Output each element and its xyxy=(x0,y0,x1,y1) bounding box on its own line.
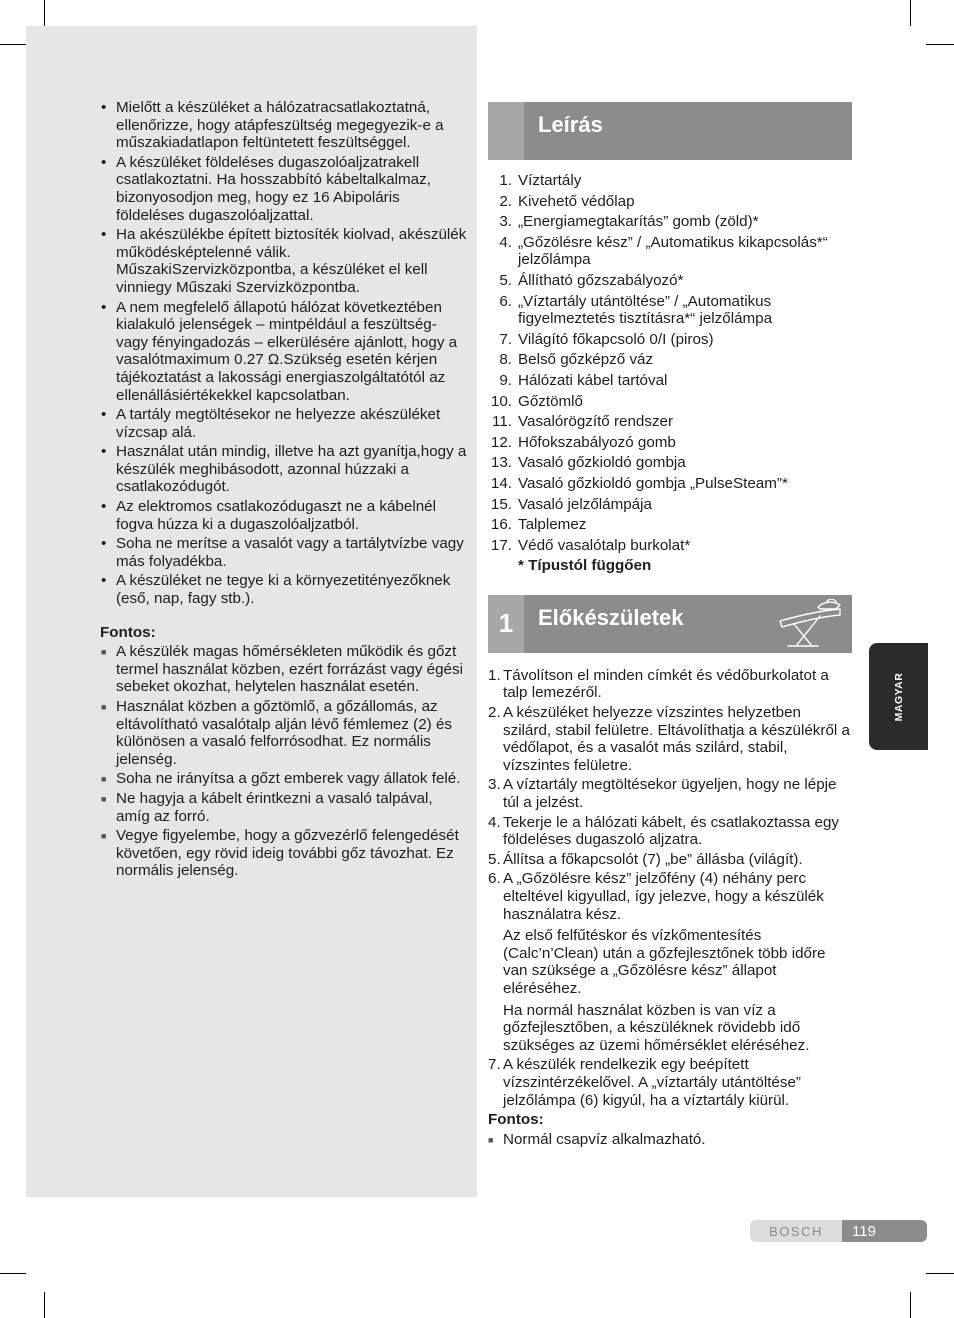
step-number: 5. xyxy=(488,850,501,868)
square-bullet-icon: ■ xyxy=(488,1134,494,1145)
part-label: Védő vasalótalp burkolat* xyxy=(518,536,691,554)
list-item-text: Normál csapvíz alkalmazható. xyxy=(503,1130,706,1148)
step-text: A készülék rendelkezik egy beépített vízszintérzékelővel. A „víztartály utántöltése” jelzőlámpa (6) kigyúl, ha a víztartály kiürül. xyxy=(503,1056,801,1109)
part-item xyxy=(488,351,852,369)
part-label: „Víztartály utántöltése” / „Automatikus figyelmeztetés tisztításra*“ jelzőlámpa xyxy=(518,292,773,328)
crop-mark xyxy=(44,1292,45,1318)
list-item-text: Ha akészülékbe épített biztosíték kiolvad, akészülék működésképtelenné válik. MűszakiSzervizközpontba, a készüléket el kell vinniegy Műszaki Szervizközpontba. xyxy=(116,226,467,296)
bullet-marker: • xyxy=(101,572,107,590)
list-item-text: Soha ne irányítsa a gőzt emberek vagy állatok felé. xyxy=(116,770,461,788)
list-item-text: Ne hagyja a kábelt érintkezni a vasaló talpával, amíg az forró. xyxy=(116,789,433,825)
part-item xyxy=(488,193,852,211)
part-number: 1. xyxy=(499,172,512,189)
part-label: „Energiamegtakarítás” gomb (zöld)* xyxy=(518,213,759,231)
part-number: 5. xyxy=(499,271,512,289)
list-item xyxy=(488,1131,852,1149)
part-label: „Gőzölésre kész” / „Automatikus kikapcsolás*“ jelzőlámpa xyxy=(518,233,828,269)
fontos-heading: Fontos: xyxy=(100,623,156,641)
bullet-marker: • xyxy=(101,298,107,316)
part-number: 6. xyxy=(499,292,512,310)
part-label: Vasaló gőzkioldó gombja „PulseSteam”* xyxy=(518,474,788,492)
part-item xyxy=(488,272,852,290)
right-column xyxy=(488,102,852,1148)
list-item xyxy=(100,498,468,533)
crop-mark xyxy=(910,1292,911,1318)
part-label: Belső gőzképző váz xyxy=(518,351,654,369)
crop-mark xyxy=(910,0,911,26)
part-label: Állítható gőzszabályozó* xyxy=(518,271,684,289)
list-item-text: Használat közben a gőztömlő, a gőzállomás, az eltávolítható vasalótalp alján lévő fémlemez (2) és különösen a vasaló felforrósodhat. Ez normális jelenség. xyxy=(116,698,452,768)
part-label: Gőztömlő xyxy=(518,392,583,410)
ironing-board-icon xyxy=(774,599,846,649)
elokeszuletek-title: Előkészületek xyxy=(538,604,684,630)
step-extra-paragraph: Ha normál használat közben is van víz a gőzfejlesztőben, a készüléknek rövidebb idő szükséges az üzemi hőmérséklet eléréséhez. xyxy=(503,1001,810,1054)
part-number: 8. xyxy=(499,351,512,369)
crop-mark xyxy=(0,44,26,45)
elokeszuletek-header xyxy=(488,595,852,653)
footer-brand: BOSCH xyxy=(750,1220,842,1242)
list-item-text: Soha ne merítse a vasalót vagy a tartálytvízbe vagy más folyadékba. xyxy=(116,535,464,570)
part-item xyxy=(488,372,852,390)
list-item xyxy=(100,770,468,788)
part-number: 2. xyxy=(499,192,512,210)
part-label: Vasaló gőzkioldó gombja xyxy=(518,454,686,472)
language-tab-label: MAGYAR xyxy=(892,672,905,721)
bullet-marker: • xyxy=(101,99,107,116)
list-item xyxy=(100,643,468,696)
part-number: 12. xyxy=(490,433,512,451)
step-number: 4. xyxy=(488,813,501,831)
step-text: A víztartály megtöltésekor ügyeljen, hogy ne lépje túl a jelzést. xyxy=(503,776,837,812)
part-label: Hőfokszabályozó gomb xyxy=(518,433,676,451)
step-text: Távolítson el minden címkét és védőburkolatot a talp lemezéről. xyxy=(503,666,829,702)
part-number: 4. xyxy=(499,233,512,251)
square-bullet-icon: ■ xyxy=(101,647,107,658)
crop-mark xyxy=(926,44,954,45)
part-number: 3. xyxy=(499,213,512,231)
list-item xyxy=(100,827,468,880)
step-item xyxy=(488,1056,852,1109)
bullet-marker: • xyxy=(101,153,107,171)
step-number: 6. xyxy=(488,870,501,888)
step-text: Tekerje le a hálózati kábelt, és csatlakoztassa egy földeléses dugaszoló aljzatra. xyxy=(503,813,839,849)
part-label: Hálózati kábel tartóval xyxy=(518,371,668,389)
list-item-text: A készüléket ne tegye ki a környezetitényezőknek (eső, nap, fagy stb.). xyxy=(116,572,451,608)
part-label: Világító főkapcsoló 0/I (piros) xyxy=(518,330,714,348)
leiras-title: Leírás xyxy=(538,112,603,137)
fontos-list xyxy=(100,643,468,880)
header-tab xyxy=(488,102,524,160)
step-extra-paragraph: Az első felfűtéskor és vízkőmentesítés (Calc’n’Clean) után a gőzfejlesztőnek több időre van szüksége a „Gőzölésre kész” állapot eléréséhez. xyxy=(503,927,826,997)
crop-mark xyxy=(0,1273,26,1274)
list-item xyxy=(100,406,468,441)
step-item xyxy=(488,776,852,811)
part-item xyxy=(488,496,852,514)
fontos2-heading: Fontos: xyxy=(488,1111,544,1129)
crop-mark xyxy=(926,1273,954,1274)
bullet-marker: • xyxy=(101,498,107,516)
list-item xyxy=(100,226,468,296)
list-item xyxy=(100,443,468,496)
square-bullet-icon: ■ xyxy=(101,831,107,842)
step-number: 7. xyxy=(488,1056,501,1074)
part-item xyxy=(488,434,852,452)
crop-mark xyxy=(44,0,45,26)
part-label: Vasaló jelzőlámpája xyxy=(518,495,652,513)
list-item-text: Az elektromos csatlakozódugaszt ne a kábelnél fogva húzza ki a dugaszolóaljzatból. xyxy=(116,498,436,533)
leiras-header xyxy=(488,102,852,160)
part-item xyxy=(488,475,852,493)
part-item xyxy=(488,413,852,431)
bullet-marker: • xyxy=(101,535,107,553)
preparation-steps xyxy=(488,667,852,1109)
part-item xyxy=(488,213,852,231)
part-item xyxy=(488,393,852,411)
list-item xyxy=(100,154,468,224)
square-bullet-icon: ■ xyxy=(101,793,107,804)
step-item xyxy=(488,667,852,702)
bullet-marker: • xyxy=(101,443,107,461)
part-number: 7. xyxy=(499,330,512,348)
part-label: Víztartály xyxy=(518,172,582,189)
list-item-text: A készüléket földeléses dugaszolóaljzatrakell csatlakoztatni. Ha hosszabbító kábeltalkalmaz, bizonyosodjon meg, hogy ez 16 Abipoláris földeléses dugaszolóaljzattal. xyxy=(116,153,431,224)
step-text: Állítsa a főkapcsolót (7) „be” állásba (világít). xyxy=(503,850,803,868)
bullet-marker: • xyxy=(101,406,107,424)
part-number: 14. xyxy=(490,474,512,492)
list-item xyxy=(100,572,468,607)
safety-bullet-list xyxy=(100,99,468,608)
step-text: A „Gőzölésre kész” jelzőfény (4) néhány perc elteltével kigyullad, így jelezve, hogy a készülék használatra kész. xyxy=(503,870,824,923)
part-number: 9. xyxy=(499,371,512,389)
step-number: 3. xyxy=(488,776,501,794)
part-item xyxy=(488,293,852,328)
part-number: 10. xyxy=(490,392,512,410)
part-item xyxy=(488,516,852,534)
step-item xyxy=(488,814,852,849)
part-number: 13. xyxy=(490,454,512,472)
part-item xyxy=(488,537,852,555)
list-item xyxy=(100,535,468,570)
part-number: 15. xyxy=(490,495,512,513)
list-item xyxy=(100,790,468,825)
part-number: 17. xyxy=(490,536,512,554)
list-item-text: Vegye figyelembe, hogy a gőzvezérlő felengedését követően, egy rövid ideig további gőz távozhat. Ez normális jelenség. xyxy=(116,827,459,880)
step-item xyxy=(488,704,852,774)
list-item-text: A nem megfelelő állapotú hálózat következtében kialakuló jelenségek – mintpéldául a feszültség- vagy fényingadozás – elkerülésére ajánlott, hogy a vasalótmaximum 0.27 Ω.Szükség esetén kérjen tájékoztatást a lakossági energiaszolgáltatótól az ellenállásiértékekkel kapcsolatban. xyxy=(116,298,458,404)
page-number: 119 xyxy=(842,1220,927,1242)
list-item-text: A készülék magas hőmérsékleten működik és gőzt termel használat közben, ezért forrázást vagy égési sebeket okozhat, helytelen használat esetén. xyxy=(116,643,463,696)
fontos2-list xyxy=(488,1131,852,1149)
bullet-marker: • xyxy=(101,226,107,244)
language-tab xyxy=(869,643,928,750)
step-item xyxy=(488,870,852,1054)
list-item-text: Mielőtt a készüléket a hálózatracsatlakoztatná, ellenőrizze, hogy atápfeszültség megegyezik-e a műszakiadatlapon feltüntetett feszültséggel. xyxy=(116,99,444,152)
part-item xyxy=(488,172,852,190)
step-text: A készüléket helyezze vízszintes helyzetben szilárd, stabil felületre. Eltávolíthatja a készülékről a védőlapot, és a vasalót más szilárd, stabil, vízszintes felületre. xyxy=(503,704,850,774)
section-number: 1 xyxy=(488,595,524,653)
parts-list xyxy=(488,172,852,554)
list-item xyxy=(100,698,468,768)
step-number: 2. xyxy=(488,704,501,722)
square-bullet-icon: ■ xyxy=(101,702,107,712)
part-item xyxy=(488,454,852,472)
part-number: 16. xyxy=(490,516,512,534)
list-item-text: Használat után mindig, illetve ha azt gyanítja,hogy a készülék meghibásodott, azonnal húzzaki a csatlakozódugót. xyxy=(116,443,467,496)
part-number: 11. xyxy=(492,413,512,431)
part-item xyxy=(488,234,852,269)
part-label: Kivehető védőlap xyxy=(518,192,635,210)
safety-instructions xyxy=(100,99,468,882)
type-note: * Típustól függően xyxy=(518,557,652,575)
part-label: Vasalórögzítő rendszer xyxy=(518,413,674,431)
list-item-text: A tartály megtöltésekor ne helyezze akészüléket vízcsap alá. xyxy=(116,406,441,441)
part-item xyxy=(488,331,852,349)
list-item xyxy=(100,99,468,152)
list-item xyxy=(100,299,468,405)
square-bullet-icon: ■ xyxy=(101,774,107,785)
part-label: Talplemez xyxy=(518,516,587,534)
step-number: 1. xyxy=(488,666,501,684)
step-item xyxy=(488,851,852,869)
